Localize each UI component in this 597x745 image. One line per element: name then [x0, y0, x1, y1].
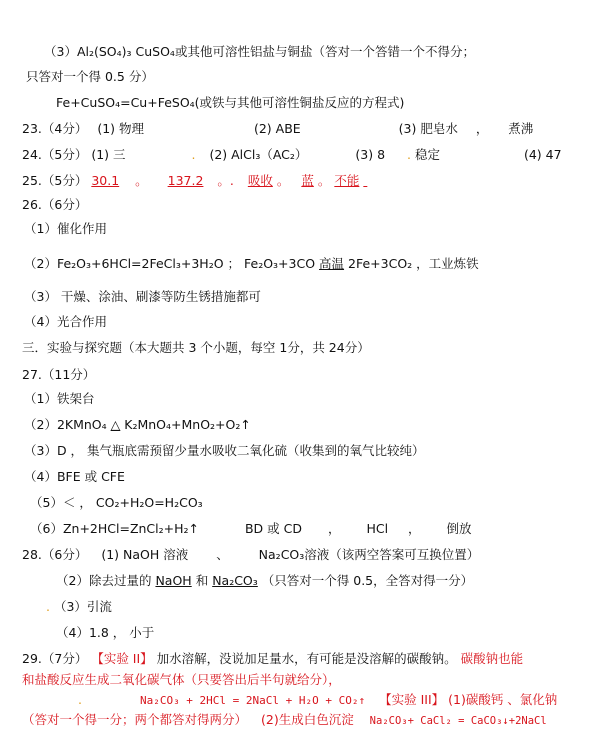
- question-number: 25.（5分）: [22, 173, 88, 188]
- answer-text: 只答对一个得 0.5 分）: [26, 69, 154, 84]
- answer-line-22-3-cont: [26, 69, 154, 85]
- section-3-heading: [22, 340, 370, 356]
- answer-4: 稳定: [414, 147, 440, 162]
- answer-na2co3: Na₂CO₃: [212, 573, 258, 588]
- question-29-cont: [22, 672, 341, 688]
- question-number: 26.（6分）: [22, 197, 88, 212]
- question-27-2: [24, 417, 251, 433]
- separator: 。: [135, 173, 148, 188]
- answer-text-red: (2)生成白色沉淀: [260, 712, 354, 727]
- answer-naoh: NaOH: [155, 573, 192, 588]
- question-number: 28.（6分）: [22, 547, 88, 562]
- separator: 。.: [217, 173, 234, 188]
- question-number: 23.（4分）: [22, 121, 88, 136]
- equation-text: 2Fe+3CO₂ ，工业炼铁: [348, 256, 479, 271]
- section-title: 三．实验与探究题（本大题共 3 个小题，每空 1分，共 24分）: [22, 340, 370, 355]
- answer-1: 30.1: [91, 173, 120, 188]
- answer-4: 倒放: [446, 521, 472, 536]
- answer-3: (3) 8: [355, 147, 386, 162]
- question-27-5: [30, 495, 203, 511]
- answer-2: (2) ABE: [253, 121, 301, 136]
- answer-line-22-3: [44, 44, 475, 60]
- question-26-1: [24, 221, 107, 237]
- reaction-condition: 高温: [319, 256, 345, 271]
- answer-3: (3) 肥皂水: [398, 121, 458, 136]
- question-23: [22, 121, 533, 137]
- mark-dot: .: [407, 147, 411, 162]
- answer-2: Na₂CO₃溶液（该两空答案可互换位置）: [258, 547, 480, 562]
- equation-text: Fe+CuSO₄=Cu+FeSO₄(或铁与其他可溶性铜盐反应的方程式): [56, 95, 405, 110]
- answer-text: （4）1.8 ， 小于: [56, 625, 155, 640]
- question-28-2: [56, 573, 473, 589]
- answer-2: (2) AlCl₃（AC₂）: [209, 147, 308, 162]
- answer-5: 不能: [334, 173, 360, 188]
- answer-line-22-3-equation: [56, 95, 404, 111]
- separator: 。: [317, 173, 331, 188]
- experiment-tag: 【实验 III】: [379, 692, 445, 707]
- question-29: [22, 651, 523, 667]
- reaction-condition: △: [110, 417, 121, 432]
- question-25: [22, 173, 379, 189]
- question-28: [22, 547, 479, 563]
- question-27-4: [24, 469, 125, 485]
- answer-4: 蓝: [301, 173, 314, 188]
- mark-dot: .: [46, 599, 50, 614]
- answer-3: 吸收: [247, 173, 273, 188]
- answer-text: （4）BFE 或 CFE: [24, 469, 125, 484]
- answer-text: （5）＜ ， CO₂+H₂O=H₂CO₃: [30, 495, 203, 510]
- question-26-2: [24, 256, 479, 272]
- answer-text-red: (1)碳酸钙 、氯化钠: [448, 692, 558, 707]
- question-27-3: [24, 443, 425, 459]
- question-29-equation: [78, 692, 557, 709]
- equation-text: （2）2KMnO₄: [24, 417, 107, 432]
- equation-text: （6）Zn+2HCl=ZnCl₂+H₂↑: [30, 521, 199, 536]
- answer-note: （只答对一个得 0.5，全答对得一分）: [261, 573, 474, 588]
- separator: ，: [327, 521, 341, 536]
- question-26: [22, 197, 87, 213]
- equation-text: K₂MnO₄+MnO₂+O₂↑: [124, 417, 251, 432]
- mark-dot: .: [78, 692, 82, 707]
- separator: 。: [276, 173, 290, 188]
- answer-2: BD 或 CD: [244, 521, 302, 536]
- separator: ，: [475, 121, 489, 136]
- question-28-4: [56, 625, 154, 641]
- question-27-6: [30, 521, 472, 537]
- answer-text: （3）Al₂(SO₄)₃ CuSO₄或其他可溶性铝盐与铜盐（答对一个答错一个不得分；: [44, 44, 475, 59]
- answer-text: （2）除去过量的: [56, 573, 152, 588]
- equation-text: Na₂CO₃ + 2HCl = 2NaCl + H₂O + CO₂↑: [139, 694, 366, 707]
- answer-text: （1）催化作用: [24, 221, 107, 236]
- question-number: 29.（7分）: [22, 651, 88, 666]
- answer-1: (1) 物理: [97, 121, 144, 136]
- separator: ，: [408, 521, 421, 536]
- answer-text: （1）铁架台: [24, 391, 95, 406]
- equation-text: Na₂CO₃+ CaCl₂ = CaCO₃↓+2NaCl: [369, 715, 547, 727]
- answer-text: 和: [195, 573, 209, 588]
- question-number: 27.（11分）: [22, 367, 96, 382]
- question-26-4: [24, 314, 107, 330]
- answer-text: 加水溶解，没说加足量水，有可能是没溶解的碳酸钠。: [156, 651, 457, 666]
- question-27: [22, 367, 95, 383]
- question-28-3: [46, 599, 112, 615]
- answer-text-red: 碳酸钠也能: [460, 651, 524, 666]
- question-24: [22, 147, 562, 163]
- question-26-3: [24, 289, 261, 305]
- answer-note: （答对一个得一分；两个都答对得两分）: [22, 712, 248, 727]
- mark-dot: .: [191, 147, 196, 162]
- separator: 、: [216, 547, 229, 562]
- answer-1: (1) 三: [91, 147, 126, 162]
- answer-3: HCl: [366, 521, 389, 536]
- answer-2: 137.2: [167, 173, 204, 188]
- answer-text: （3）D ， 集气瓶底需预留少量水吸收二氧化硫（收集到的氧气比较纯）: [24, 443, 425, 458]
- question-27-1: [24, 391, 94, 407]
- answer-5: (4) 47: [523, 147, 562, 162]
- answer-text-red: 和盐酸反应生成二氧化碳气体（只要答出后半句就给分），: [22, 672, 341, 687]
- answer-1: (1) NaOH 溶液: [101, 547, 189, 562]
- experiment-tag: 【实验 II】: [91, 651, 153, 666]
- question-29-last: [22, 712, 547, 729]
- answer-text: （3） 干燥、涂油、刷漆等防生锈措施都可: [24, 289, 261, 304]
- underline-blank: [363, 173, 379, 189]
- question-number: 24.（5分）: [22, 147, 88, 162]
- answer-text: （4）光合作用: [24, 314, 107, 329]
- answer-text: （3）引流: [53, 599, 112, 614]
- answer-4: 煮沸: [508, 121, 534, 136]
- equation-text: （2）Fe₂O₃+6HCl=2FeCl₃+3H₂O ； Fe₂O₃+3CO: [24, 256, 316, 271]
